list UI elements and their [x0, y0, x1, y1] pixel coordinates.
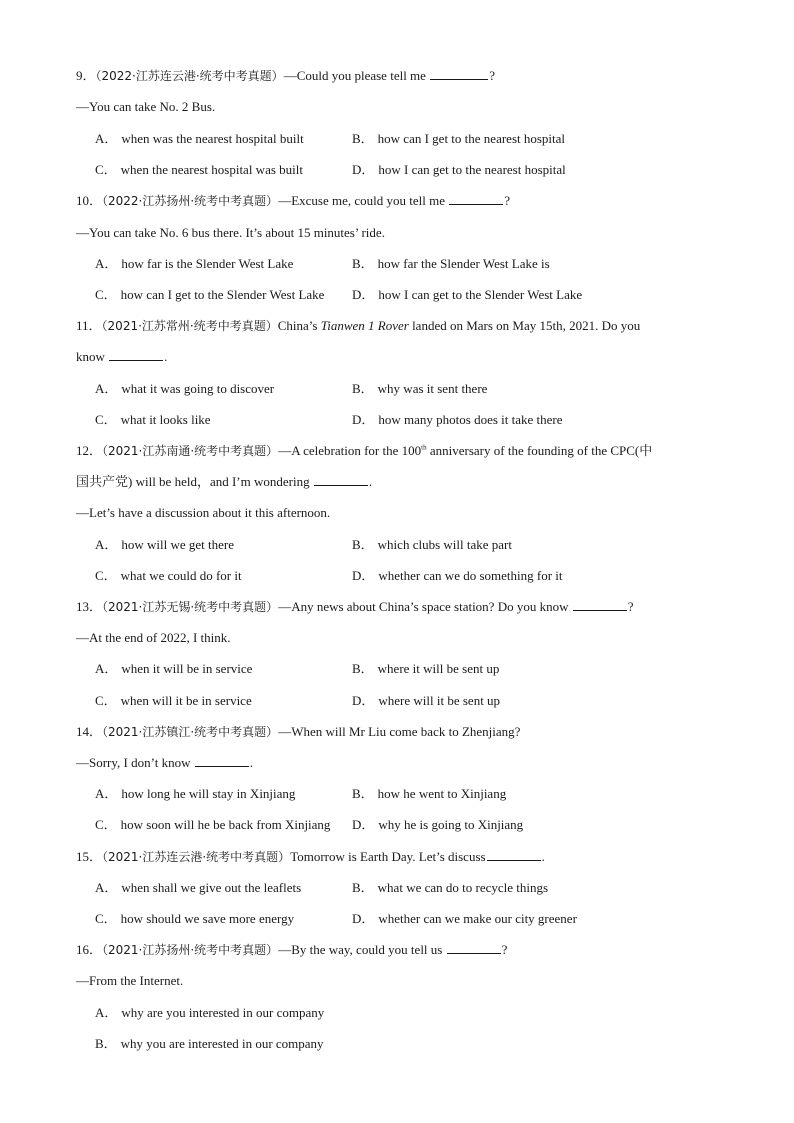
question-source: （2022·江苏连云港·统考中考真题）	[95, 69, 284, 83]
question-15-option-c[interactable]: C． how should we save more energy	[95, 911, 295, 926]
question-13-stem: 13．（2021·江苏无锡·统考中考真题）—Any news about China’s space station? Do you know ?	[76, 599, 634, 614]
answer-blank[interactable]	[447, 942, 501, 954]
question-source: （2021·江苏无锡·统考中考真题）	[102, 600, 279, 614]
question-source: （2021·江苏常州·统考中考真题）	[101, 319, 278, 333]
question-11-option-c[interactable]: C． what it looks like	[95, 412, 211, 427]
question-12-reply: —Let’s have a discussion about it this afternoon.	[76, 505, 331, 520]
question-14-stem: 14．（2021·江苏镇江·统考中考真题）—When will Mr Liu come back to Zhenjiang?	[76, 724, 521, 739]
question-16-stem: 16．（2021·江苏扬州·统考中考真题）—By the way, could you tell us ?	[76, 942, 508, 957]
question-14-option-b[interactable]: B． how he went to Xinjiang	[352, 786, 507, 801]
answer-blank[interactable]	[314, 474, 368, 486]
question-9-stem: 9．（2022·江苏连云港·统考中考真题）—Could you please tell me ?	[76, 68, 495, 83]
question-10-stem: 10．（2022·江苏扬州·统考中考真题）—Excuse me, could you tell me ?	[76, 193, 511, 208]
question-9-option-b[interactable]: B． how can I get to the nearest hospital	[352, 131, 566, 146]
question-15-option-a[interactable]: A． when shall we give out the leaflets	[95, 880, 302, 895]
question-12-option-b[interactable]: B． which clubs will take part	[352, 537, 512, 552]
question-13-option-c[interactable]: C． when will it be in service	[95, 693, 252, 708]
question-number: 9	[76, 68, 83, 83]
question-11-option-b[interactable]: B． why was it sent there	[352, 381, 488, 396]
question-source: （2022·江苏扬州·统考中考真题）	[102, 194, 279, 208]
question-14-option-d[interactable]: D． why he is going to Xinjiang	[352, 817, 524, 832]
question-number: 11	[76, 318, 89, 333]
question-number: 14	[76, 724, 89, 739]
question-number: 12	[76, 443, 89, 458]
question-10-option-c[interactable]: C． how can I get to the Slender West Lake	[95, 287, 325, 302]
question-14-option-c[interactable]: C． how soon will he be back from Xinjiang	[95, 817, 331, 832]
answer-blank[interactable]	[573, 599, 627, 611]
question-13-option-d[interactable]: D． where will it be sent up	[352, 693, 501, 708]
question-9-option-d[interactable]: D． how I can get to the nearest hospital	[352, 162, 566, 177]
answer-blank[interactable]	[430, 68, 488, 80]
question-9-option-c[interactable]: C． when the nearest hospital was built	[95, 162, 303, 177]
question-number: 16	[76, 942, 89, 957]
question-10-reply: —You can take No. 6 bus there. It’s about 15 minutes’ ride.	[76, 225, 385, 240]
question-number: 13	[76, 599, 89, 614]
answer-blank[interactable]	[449, 193, 503, 205]
question-number: 15	[76, 849, 89, 864]
answer-blank[interactable]	[487, 849, 541, 861]
question-16-reply: —From the Internet.	[76, 973, 184, 988]
question-16-option-a[interactable]: A． why are you interested in our company	[95, 1005, 325, 1020]
question-source: （2021·江苏连云港·统考中考真题）	[102, 850, 291, 864]
question-13-reply: —At the end of 2022, I think.	[76, 630, 231, 645]
question-15-option-b[interactable]: B． what we can do to recycle things	[352, 880, 549, 895]
question-10-option-d[interactable]: D． how I can get to the Slender West Lake	[352, 287, 583, 302]
rover-name: Tianwen 1 Rover	[320, 318, 409, 333]
question-12-option-c[interactable]: C． what we could do for it	[95, 568, 242, 583]
question-10-option-a[interactable]: A． how far is the Slender West Lake	[95, 256, 294, 271]
question-13-option-a[interactable]: A． when it will be in service	[95, 661, 253, 676]
question-9-option-a[interactable]: A． when was the nearest hospital built	[95, 131, 304, 146]
answer-blank[interactable]	[195, 755, 249, 767]
question-12-option-d[interactable]: D． whether can we do something for it	[352, 568, 563, 583]
question-12-stem-line2: 国共产党) will be held，and I’m wondering .	[76, 474, 373, 489]
question-15-stem: 15．（2021·江苏连云港·统考中考真题）Tomorrow is Earth Day. Let’s discuss .	[76, 849, 545, 864]
question-11-option-a[interactable]: A． what it was going to discover	[95, 381, 275, 396]
question-number: 10	[76, 193, 89, 208]
question-11-stem: 11．（2021·江苏常州·统考中考真题）China’s Tianwen 1 Rover landed on Mars on May 15th, 2021. Do you	[76, 318, 641, 333]
question-source: （2021·江苏镇江·统考中考真题）	[102, 725, 279, 739]
question-14-reply: —Sorry, I don’t know .	[76, 755, 253, 770]
question-14-option-a[interactable]: A． how long he will stay in Xinjiang	[95, 786, 296, 801]
question-15-option-d[interactable]: D． whether can we make our city greener	[352, 911, 577, 926]
question-16-option-b[interactable]: B． why you are interested in our company	[95, 1036, 324, 1051]
question-11-stem-line2: know .	[76, 349, 168, 364]
question-source: （2021·江苏扬州·统考中考真题）	[102, 943, 279, 957]
question-10-option-b[interactable]: B． how far the Slender West Lake is	[352, 256, 550, 271]
question-source: （2021·江苏南通·统考中考真题）	[102, 444, 279, 458]
question-12-stem: 12．（2021·江苏南通·统考中考真题）—A celebration for the 100th anniversary of the founding of the CPC(中	[76, 443, 653, 458]
question-13-option-b[interactable]: B． where it will be sent up	[352, 661, 500, 676]
question-12-option-a[interactable]: A． how will we get there	[95, 537, 235, 552]
question-9-reply: —You can take No. 2 Bus.	[76, 99, 216, 114]
question-11-option-d[interactable]: D． how many photos does it take there	[352, 412, 563, 427]
answer-blank[interactable]	[109, 349, 163, 361]
